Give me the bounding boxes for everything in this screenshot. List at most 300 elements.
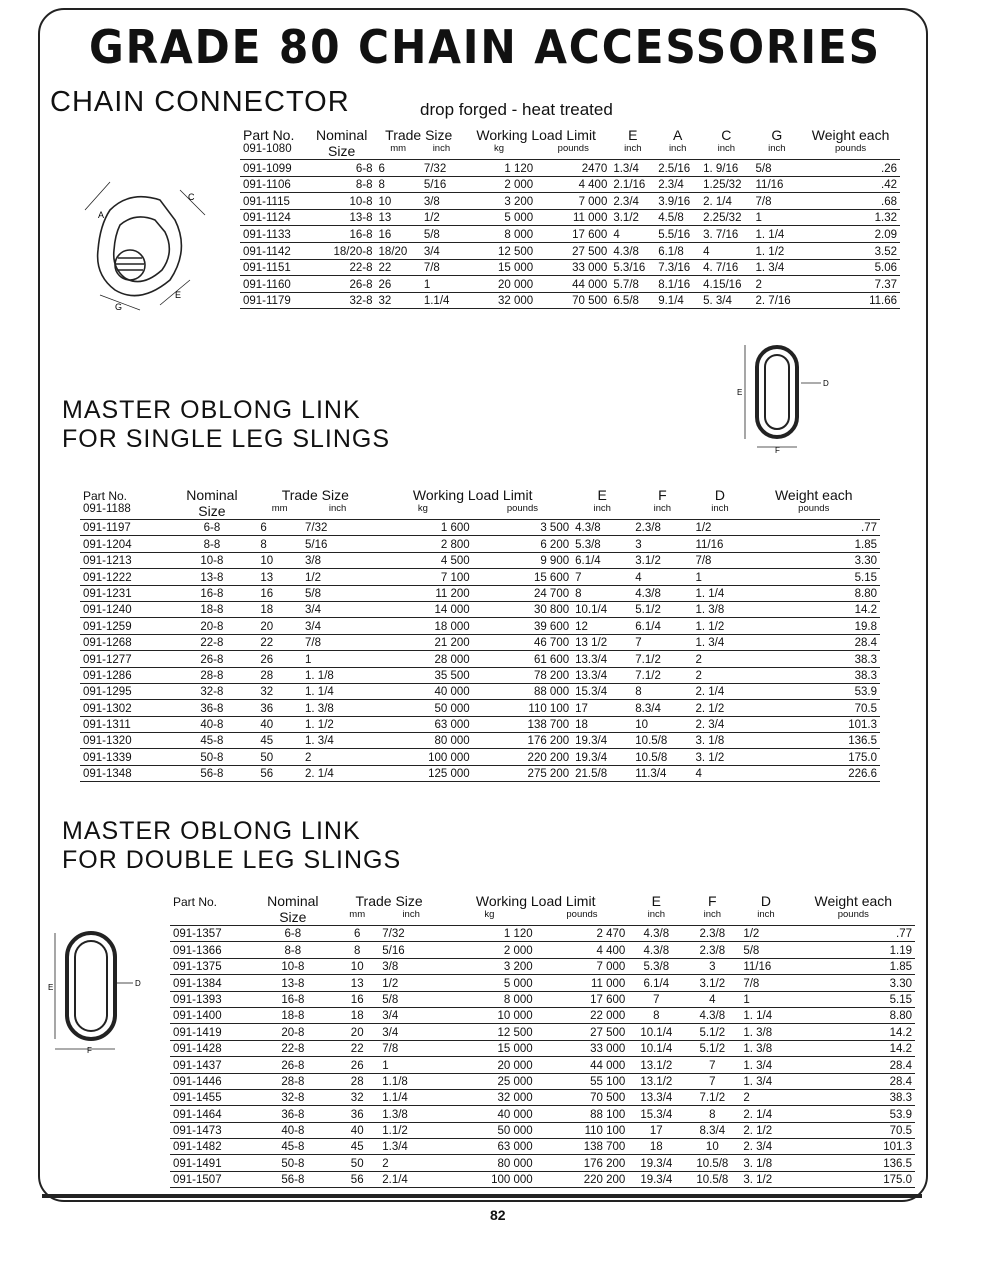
cell-mm: 10 xyxy=(335,958,379,974)
cell-nominal: 56-8 xyxy=(251,1171,336,1187)
cell-d: 1 xyxy=(740,991,791,1007)
cell-e: 17 xyxy=(572,700,632,716)
cell-kg: 32 000 xyxy=(443,1089,536,1105)
cell-kg: 25 000 xyxy=(443,1073,536,1089)
cell-inch: 1.1/8 xyxy=(379,1073,443,1089)
cell-part: 091-1366 xyxy=(170,942,251,958)
unit-mm: mm xyxy=(257,503,302,520)
cell-w: 28.4 xyxy=(792,1057,915,1073)
cell-kg: 1 120 xyxy=(462,160,536,177)
cell-lb: 61 600 xyxy=(473,651,572,667)
cell-nominal: 20-8 xyxy=(251,1024,336,1040)
connector-table xyxy=(240,124,900,309)
cell-mm: 45 xyxy=(257,733,302,749)
cell-mm: 16 xyxy=(376,226,421,243)
cell-inch: 3/8 xyxy=(302,552,373,568)
unit-weight: pounds xyxy=(748,503,880,520)
cell-f: 3.1/2 xyxy=(684,975,740,991)
cell-nominal: 45-8 xyxy=(251,1139,336,1155)
cell-e: 17 xyxy=(628,1122,684,1138)
cell-mm: 10 xyxy=(257,552,302,568)
cell-a: 6.1/8 xyxy=(655,242,700,259)
cell-inch: 5/8 xyxy=(421,226,462,243)
cell-nominal: 18-8 xyxy=(166,601,257,617)
unit-kg: kg xyxy=(443,909,536,926)
cell-mm: 20 xyxy=(257,618,302,634)
cell-inch: 1. 1/8 xyxy=(302,667,373,683)
table-row xyxy=(170,1171,915,1187)
cell-lb: 70 500 xyxy=(536,1089,629,1105)
cell-e: 19.3/4 xyxy=(572,749,632,765)
unit-inch: inch xyxy=(302,503,373,520)
cell-kg: 35 500 xyxy=(373,667,472,683)
col-wll: Working Load Limit xyxy=(476,127,596,143)
cell-part: 091-1311 xyxy=(80,716,166,732)
cell-w: 70.5 xyxy=(748,700,880,716)
cell-nominal: 18/20-8 xyxy=(308,242,376,259)
cell-inch: 3/4 xyxy=(379,1024,443,1040)
col-e: E xyxy=(597,487,607,503)
double-diagram-label-d: D xyxy=(135,979,141,988)
cell-nominal: 13-8 xyxy=(308,209,376,226)
cell-w: 136.5 xyxy=(792,1155,915,1171)
cell-lb: 138 700 xyxy=(536,1139,629,1155)
cell-kg: 2 000 xyxy=(462,176,536,193)
cell-d: 1. 3/4 xyxy=(740,1057,791,1073)
cell-part: 091-1213 xyxy=(80,552,166,568)
cell-e: 18 xyxy=(572,716,632,732)
cell-f: 10.5/8 xyxy=(632,749,692,765)
cell-part: 091-1455 xyxy=(170,1089,251,1105)
cell-lb: 24 700 xyxy=(473,585,572,601)
cell-kg: 100 000 xyxy=(373,749,472,765)
col-nominal: Nominal xyxy=(315,127,368,143)
cell-e: 6.1/4 xyxy=(572,552,632,568)
cell-nominal: 32-8 xyxy=(308,292,376,309)
cell-mm: 8 xyxy=(376,176,421,193)
cell-inch: 1.3/8 xyxy=(379,1106,443,1122)
table-row xyxy=(80,552,880,568)
cell-inch: 1.1/2 xyxy=(379,1122,443,1138)
cell-w: 1.19 xyxy=(792,942,915,958)
cell-part: 091-1437 xyxy=(170,1057,251,1073)
cell-inch: 3/8 xyxy=(379,958,443,974)
cell-w: 3.30 xyxy=(748,552,880,568)
cell-kg: 28 000 xyxy=(373,651,472,667)
table-row xyxy=(170,1007,915,1023)
cell-f: 5.1/2 xyxy=(684,1040,740,1056)
cell-f: 4.3/8 xyxy=(684,1007,740,1023)
cell-w: .42 xyxy=(801,176,900,193)
cell-d: 5/8 xyxy=(740,942,791,958)
table-row xyxy=(80,651,880,667)
cell-kg: 15 000 xyxy=(462,259,536,276)
unit-e: inch xyxy=(628,909,684,926)
cell-e: 4.3/8 xyxy=(628,926,684,942)
first-part-no: 091-1080 xyxy=(240,143,308,160)
cell-mm: 13 xyxy=(376,209,421,226)
cell-kg: 50 000 xyxy=(443,1122,536,1138)
table-row xyxy=(170,1057,915,1073)
cell-f: 5.1/2 xyxy=(632,601,692,617)
cell-e: 12 xyxy=(572,618,632,634)
cell-lb: 7 000 xyxy=(536,958,629,974)
cell-part: 091-1339 xyxy=(80,749,166,765)
cell-mm: 32 xyxy=(257,683,302,699)
cell-e: 19.3/4 xyxy=(572,733,632,749)
cell-w: 28.4 xyxy=(792,1073,915,1089)
col-wll: Working Load Limit xyxy=(412,487,533,503)
cell-w: 53.9 xyxy=(748,683,880,699)
cell-f: 10.5/8 xyxy=(684,1171,740,1187)
cell-mm: 20 xyxy=(335,1024,379,1040)
col-d: D xyxy=(760,893,772,909)
cell-lb: 44 000 xyxy=(536,276,610,293)
cell-part: 091-1160 xyxy=(240,276,308,293)
cell-d: 2. 3/4 xyxy=(740,1139,791,1155)
cell-kg: 3 200 xyxy=(443,958,536,974)
cell-kg: 100 000 xyxy=(443,1171,536,1187)
table-row xyxy=(170,1073,915,1089)
table-row xyxy=(240,193,900,210)
cell-nominal: 16-8 xyxy=(166,585,257,601)
cell-mm: 50 xyxy=(257,749,302,765)
cell-w: .68 xyxy=(801,193,900,210)
cell-lb: 3 500 xyxy=(473,520,572,536)
cell-w: 19.8 xyxy=(748,618,880,634)
cell-a: 2.3/4 xyxy=(655,176,700,193)
col-size: Size xyxy=(308,143,376,160)
cell-lb: 70 500 xyxy=(536,292,610,309)
cell-w: 175.0 xyxy=(748,749,880,765)
unit-weight: pounds xyxy=(792,909,915,926)
cell-e: 13.1/2 xyxy=(628,1057,684,1073)
col-a: A xyxy=(672,127,683,143)
table-row xyxy=(240,226,900,243)
cell-inch: 1. 1/2 xyxy=(302,716,373,732)
table-row xyxy=(170,1089,915,1105)
cell-inch: 1.3/4 xyxy=(379,1139,443,1155)
cell-nominal: 8-8 xyxy=(308,176,376,193)
cell-inch: 2 xyxy=(379,1155,443,1171)
cell-part: 091-1393 xyxy=(170,991,251,1007)
cell-kg: 2 000 xyxy=(443,942,536,958)
cell-w: 3.52 xyxy=(801,242,900,259)
cell-lb: 220 200 xyxy=(473,749,572,765)
cell-inch: 1 xyxy=(302,651,373,667)
cell-w: 5.06 xyxy=(801,259,900,276)
cell-w: 38.3 xyxy=(792,1089,915,1105)
cell-kg: 5 000 xyxy=(443,975,536,991)
cell-inch: 3/8 xyxy=(421,193,462,210)
cell-inch: 2.1/4 xyxy=(379,1171,443,1187)
col-nominal: Nominal xyxy=(186,487,238,503)
cell-e: 15.3/4 xyxy=(628,1106,684,1122)
cell-inch: 3/4 xyxy=(302,601,373,617)
cell-d: 7/8 xyxy=(692,552,747,568)
cell-mm: 40 xyxy=(257,716,302,732)
cell-w: 8.80 xyxy=(792,1007,915,1023)
cell-w: 70.5 xyxy=(792,1122,915,1138)
col-weight: Weight each xyxy=(814,893,893,909)
cell-d: 3. 1/8 xyxy=(692,733,747,749)
col-f: F xyxy=(658,487,667,503)
cell-mm: 50 xyxy=(335,1155,379,1171)
cell-kg: 8 000 xyxy=(443,991,536,1007)
cell-nominal: 20-8 xyxy=(166,618,257,634)
cell-lb: 46 700 xyxy=(473,634,572,650)
cell-nominal: 6-8 xyxy=(251,926,336,942)
cell-w: 28.4 xyxy=(748,634,880,650)
table-row xyxy=(240,259,900,276)
unit-e: inch xyxy=(572,503,632,520)
cell-mm: 22 xyxy=(376,259,421,276)
cell-mm: 40 xyxy=(335,1122,379,1138)
cell-lb: 22 000 xyxy=(536,1007,629,1023)
cell-f: 4.3/8 xyxy=(632,585,692,601)
col-trade-size: Trade Size xyxy=(385,127,453,143)
table-row xyxy=(240,292,900,309)
cell-inch: 5/16 xyxy=(421,176,462,193)
cell-nominal: 32-8 xyxy=(251,1089,336,1105)
cell-d: 2. 3/4 xyxy=(692,716,747,732)
unit-kg: kg xyxy=(373,503,472,520)
cell-mm: 18 xyxy=(335,1007,379,1023)
cell-f: 8.3/4 xyxy=(632,700,692,716)
cell-f: 7 xyxy=(632,634,692,650)
cell-w: 5.15 xyxy=(748,569,880,585)
table-row xyxy=(80,618,880,634)
cell-f: 10.5/8 xyxy=(684,1155,740,1171)
cell-mm: 13 xyxy=(335,975,379,991)
cell-part: 091-1464 xyxy=(170,1106,251,1122)
cell-mm: 26 xyxy=(257,651,302,667)
unit-kg: kg xyxy=(462,143,536,160)
cell-e: 4.3/8 xyxy=(572,520,632,536)
cell-e: 5.3/8 xyxy=(572,536,632,552)
cell-w: .26 xyxy=(801,160,900,177)
diagram-label-e: E xyxy=(175,290,182,300)
cell-a: 4.5/8 xyxy=(655,209,700,226)
cell-d: 1 xyxy=(692,569,747,585)
unit-pounds: pounds xyxy=(473,503,572,520)
connector-title: CHAIN CONNECTOR xyxy=(50,86,350,118)
cell-lb: 88 000 xyxy=(473,683,572,699)
cell-d: 1. 3/8 xyxy=(740,1040,791,1056)
cell-kg: 8 000 xyxy=(462,226,536,243)
cell-nominal: 36-8 xyxy=(166,700,257,716)
cell-lb: 15 600 xyxy=(473,569,572,585)
cell-nominal: 13-8 xyxy=(251,975,336,991)
cell-w: 14.2 xyxy=(748,601,880,617)
cell-mm: 18 xyxy=(257,601,302,617)
cell-e: 4.3/8 xyxy=(610,242,655,259)
cell-d: 3. 1/2 xyxy=(740,1171,791,1187)
table-row xyxy=(80,520,880,536)
diagram-label-a: A xyxy=(98,210,105,220)
cell-mm: 18/20 xyxy=(376,242,421,259)
cell-kg: 12 500 xyxy=(462,242,536,259)
cell-lb: 4 400 xyxy=(536,942,629,958)
cell-lb: 44 000 xyxy=(536,1057,629,1073)
table-row xyxy=(240,242,900,259)
double-link-table xyxy=(170,890,915,1188)
cell-w: 53.9 xyxy=(792,1106,915,1122)
cell-inch: 7/32 xyxy=(421,160,462,177)
table-row xyxy=(240,209,900,226)
cell-f: 8.3/4 xyxy=(684,1122,740,1138)
cell-d: 2 xyxy=(692,651,747,667)
cell-c: 1. 9/16 xyxy=(700,160,752,177)
cell-mm: 56 xyxy=(257,765,302,781)
cell-nominal: 50-8 xyxy=(166,749,257,765)
cell-kg: 63 000 xyxy=(373,716,472,732)
cell-inch: 3/4 xyxy=(302,618,373,634)
cell-lb: 17 600 xyxy=(536,226,610,243)
cell-c: 2. 1/4 xyxy=(700,193,752,210)
unit-weight: pounds xyxy=(801,143,900,160)
cell-lb: 110 100 xyxy=(536,1122,629,1138)
unit-pounds: pounds xyxy=(536,143,610,160)
cell-d: 4 xyxy=(692,765,747,781)
cell-nominal: 50-8 xyxy=(251,1155,336,1171)
cell-f: 3.1/2 xyxy=(632,552,692,568)
cell-lb: 39 600 xyxy=(473,618,572,634)
cell-d: 1. 3/4 xyxy=(740,1073,791,1089)
cell-mm: 26 xyxy=(376,276,421,293)
cell-mm: 36 xyxy=(257,700,302,716)
cell-e: 10.1/4 xyxy=(628,1024,684,1040)
cell-c: 4. 7/16 xyxy=(700,259,752,276)
col-f: F xyxy=(708,893,717,909)
cell-d: 1. 3/8 xyxy=(692,601,747,617)
single-diagram-label-f: F xyxy=(775,446,780,455)
cell-lb: 2470 xyxy=(536,160,610,177)
cell-part: 091-1473 xyxy=(170,1122,251,1138)
cell-c: 1.25/32 xyxy=(700,176,752,193)
cell-kg: 14 000 xyxy=(373,601,472,617)
table-row xyxy=(80,716,880,732)
cell-mm: 16 xyxy=(335,991,379,1007)
cell-g: 2. 7/16 xyxy=(753,292,802,309)
cell-f: 8 xyxy=(684,1106,740,1122)
cell-w: 11.66 xyxy=(801,292,900,309)
cell-part: 091-1482 xyxy=(170,1139,251,1155)
cell-f: 3 xyxy=(632,536,692,552)
col-trade-size: Trade Size xyxy=(281,487,349,503)
cell-nominal: 13-8 xyxy=(166,569,257,585)
cell-f: 10.5/8 xyxy=(632,733,692,749)
cell-d: 1. 1/2 xyxy=(692,618,747,634)
cell-nominal: 22-8 xyxy=(251,1040,336,1056)
col-wll: Working Load Limit xyxy=(475,893,596,909)
cell-kg: 80 000 xyxy=(373,733,472,749)
cell-mm: 22 xyxy=(257,634,302,650)
cell-part: 091-1375 xyxy=(170,958,251,974)
col-g: G xyxy=(771,127,783,143)
table-row xyxy=(170,942,915,958)
cell-nominal: 26-8 xyxy=(251,1057,336,1073)
cell-e: 2.3/4 xyxy=(610,193,655,210)
cell-nominal: 45-8 xyxy=(166,733,257,749)
page-number: 82 xyxy=(490,1207,506,1223)
cell-e: 6.1/4 xyxy=(628,975,684,991)
cell-g: 1. 1/4 xyxy=(753,226,802,243)
cell-e: 13.3/4 xyxy=(628,1089,684,1105)
table-row xyxy=(170,1024,915,1040)
cell-w: 2.09 xyxy=(801,226,900,243)
table-row xyxy=(240,176,900,193)
cell-kg: 1 600 xyxy=(373,520,472,536)
double-diagram-label-f: F xyxy=(87,1046,92,1055)
cell-nominal: 28-8 xyxy=(166,667,257,683)
cell-g: 11/16 xyxy=(753,176,802,193)
cell-part: 091-1357 xyxy=(170,926,251,942)
chain-connector-diagram xyxy=(80,170,210,320)
cell-a: 5.5/16 xyxy=(655,226,700,243)
cell-nominal: 6-8 xyxy=(308,160,376,177)
cell-d: 1/2 xyxy=(740,926,791,942)
cell-kg: 80 000 xyxy=(443,1155,536,1171)
cell-nominal: 40-8 xyxy=(166,716,257,732)
single-diagram-label-d: D xyxy=(823,379,829,388)
unit-mm: mm xyxy=(376,143,421,160)
cell-inch: 1. 3/8 xyxy=(302,700,373,716)
cell-mm: 13 xyxy=(257,569,302,585)
cell-w: .77 xyxy=(792,926,915,942)
cell-w: 7.37 xyxy=(801,276,900,293)
connector-subtitle: drop forged - heat treated xyxy=(420,100,613,119)
cell-e: 6.5/8 xyxy=(610,292,655,309)
double-diagram-label-e: E xyxy=(48,983,54,992)
cell-lb: 55 100 xyxy=(536,1073,629,1089)
cell-kg: 32 000 xyxy=(462,292,536,309)
cell-lb: 4 400 xyxy=(536,176,610,193)
cell-e: 2.1/16 xyxy=(610,176,655,193)
cell-inch: 7/8 xyxy=(379,1040,443,1056)
cell-a: 7.3/16 xyxy=(655,259,700,276)
cell-kg: 125 000 xyxy=(373,765,472,781)
cell-lb: 88 100 xyxy=(536,1106,629,1122)
cell-mm: 26 xyxy=(335,1057,379,1073)
cell-d: 1. 1/4 xyxy=(692,585,747,601)
cell-nominal: 8-8 xyxy=(251,942,336,958)
table-row xyxy=(170,1106,915,1122)
cell-mm: 56 xyxy=(335,1171,379,1187)
diagram-label-c: C xyxy=(188,192,195,202)
cell-part: 091-1222 xyxy=(80,569,166,585)
diagram-label-g: G xyxy=(115,302,123,312)
cell-f: 7 xyxy=(684,1073,740,1089)
cell-part: 091-1099 xyxy=(240,160,308,177)
cell-w: 1.85 xyxy=(748,536,880,552)
table-row xyxy=(170,1139,915,1155)
col-part-no: Part No. xyxy=(173,895,218,909)
table-row xyxy=(80,569,880,585)
single-link-table xyxy=(80,484,880,782)
unit-f: inch xyxy=(632,503,692,520)
cell-inch: 1. 1/4 xyxy=(302,683,373,699)
cell-w: 38.3 xyxy=(748,651,880,667)
cell-d: 2. 1/2 xyxy=(740,1122,791,1138)
cell-mm: 32 xyxy=(376,292,421,309)
cell-inch: 7/32 xyxy=(379,926,443,942)
cell-nominal: 36-8 xyxy=(251,1106,336,1122)
cell-w: 5.15 xyxy=(792,991,915,1007)
cell-d: 1/2 xyxy=(692,520,747,536)
cell-g: 5/8 xyxy=(753,160,802,177)
cell-f: 7 xyxy=(684,1057,740,1073)
